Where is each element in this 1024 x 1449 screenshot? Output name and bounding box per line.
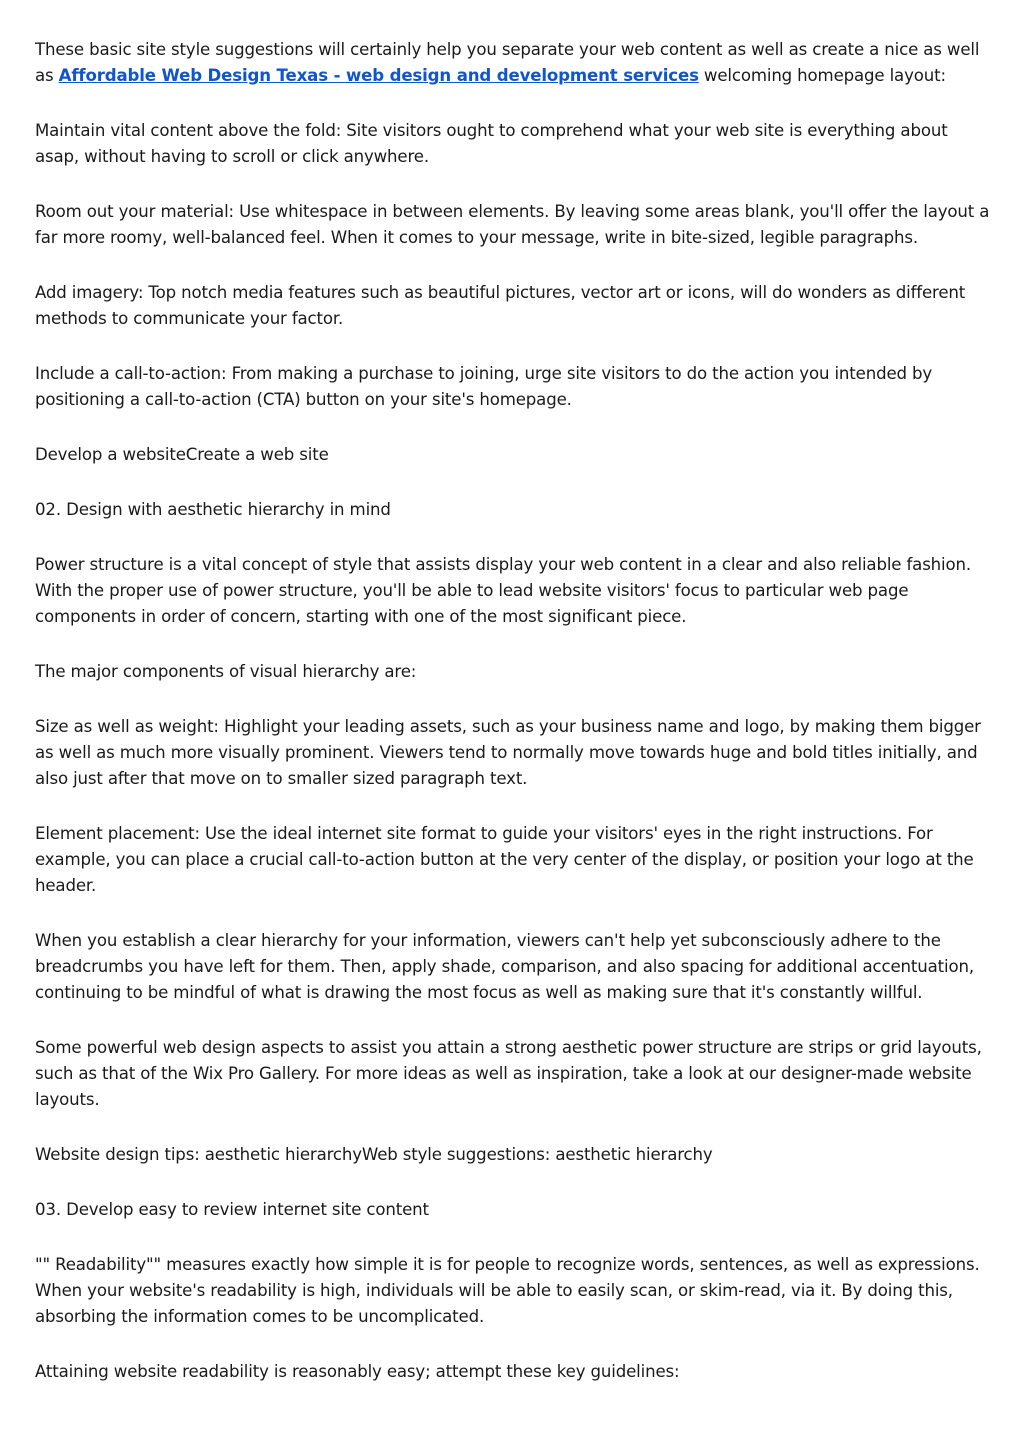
paragraph-key-guidelines: Attaining website readability is reasonably easy; attempt these key guidelines: (35, 1362, 680, 1381)
intro-text-before-link: These basic site style suggestions will certainly help you separate your web content as well as create a nice as well as (35, 40, 980, 85)
paragraph-imagery: Add imagery: Top notch media features such as beautiful pictures, vector art or icons, will do wonders as different methods to communicate your factor. (35, 283, 966, 328)
affordable-web-design-link[interactable]: Affordable Web Design Texas - web design and development services (58, 66, 699, 85)
intro-paragraph (35, 37, 990, 89)
intro-text-after-link: welcoming homepage layout: (698, 66, 946, 85)
paragraph-power-structure: Power structure is a vital concept of style that assists display your web content in a clear and also reliable fashion. With the proper use of power structure, you'll be able to lead website visitors' focus to particular web page components in order of concern, starting with one of the most significant piece. (35, 555, 972, 626)
paragraph-call-to-action: Include a call-to-action: From making a purchase to joining, urge site visitors to do the action you intended by positioning a call-to-action (CTA) button on your site's homepage. (35, 364, 933, 409)
paragraph-whitespace: Room out your material: Use whitespace in between elements. By leaving some areas blank, you'll offer the layout a far more roomy, well-balanced feel. When it comes to your message, write in bite-sized, legible paragraphs. (35, 202, 990, 247)
paragraph-above-the-fold: Maintain vital content above the fold: Site visitors ought to comprehend what your web site is everything about asap, without having to scroll or click anywhere. (35, 121, 948, 166)
image-caption-develop-website: Develop a websiteCreate a web site (35, 445, 329, 464)
section-heading-02: 02. Design with aesthetic hierarchy in mind (35, 500, 391, 519)
section-heading-03: 03. Develop easy to review internet site content (35, 1200, 429, 1219)
paragraph-major-components: The major components of visual hierarchy are: (35, 662, 417, 681)
paragraph-clear-hierarchy: When you establish a clear hierarchy for your information, viewers can't help yet subconsciously adhere to the breadcrumbs you have left for them. Then, apply shade, comparison, and also spacing for additional accentuation, continuing to be mindful of what is drawing the most focus as well as making sure that it's constantly willful. (35, 931, 974, 1002)
paragraph-readability: "" Readability"" measures exactly how simple it is for people to recognize words, sentences, as well as expressions. When your website's readability is high, individuals will be able to easily scan, or skim-read, via it. By doing this, absorbing the information comes to be uncomplicated. (35, 1255, 980, 1326)
image-caption-aesthetic-hierarchy: Website design tips: aesthetic hierarchyWeb style suggestions: aesthetic hierarchy (35, 1145, 713, 1164)
paragraph-grid-layouts: Some powerful web design aspects to assist you attain a strong aesthetic power structure are strips or grid layouts, such as that of the Wix Pro Gallery. For more ideas as well as inspiration, take a look at our designer-made website layouts. (35, 1038, 982, 1109)
paragraph-element-placement: Element placement: Use the ideal internet site format to guide your visitors' eyes in the right instructions. For example, you can place a crucial call-to-action button at the very center of the display, or position your logo at the header. (35, 824, 974, 895)
paragraph-size-weight: Size as well as weight: Highlight your leading assets, such as your business name and logo, by making them bigger as well as much more visually prominent. Viewers tend to normally move towards huge and bold titles initially, and also just after that move on to smaller sized paragraph text. (35, 717, 981, 788)
